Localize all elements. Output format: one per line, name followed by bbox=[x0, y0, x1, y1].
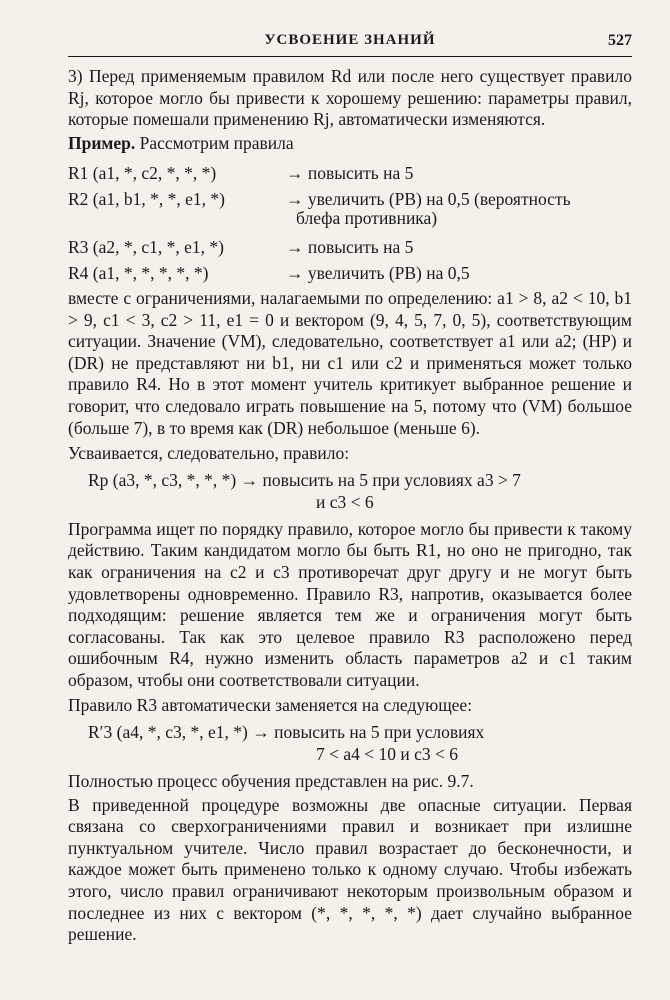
paragraph-1: 3) Перед применяемым правилом Rd или после него существует правило Rj, которое могло бы привести к хорошему решению: параметры правил, которые помешали применению Rj, автоматически изменяются. bbox=[68, 66, 632, 130]
paragraph-3: Усваивается, следовательно, правило: bbox=[68, 443, 350, 464]
formula-r3-prime: R′3 (a4, *, c3, *, e1, *) → повысить на 5 при условиях bbox=[88, 722, 485, 743]
rule-r2-lhs: R2 (a1, b1, *, *, e1, *) bbox=[68, 189, 225, 210]
formula-rp-continuation: и c3 < 6 bbox=[316, 491, 374, 512]
paragraph-4: Программа ищет по порядку правило, которое могло бы привести к такому действию. Таким кандидатом могло бы быть R1, но оно не пригодно, так как ограничения на c2 и c3 противоречат друг другу и не могут быть удовлетворены одновременно. Правило R3, напротив, оказывается более подходящим: решение является тем же и ограничения могут быть согласованы. Так как это целевое правило R3 расположено перед ошибочным R4, нужно изменить область параметров a2 и c1 таким образом, чтобы они соответствовали ситуации. bbox=[68, 518, 632, 690]
rule-r4 bbox=[68, 260, 632, 286]
rule-r4-rhs: → увеличить (РВ) на 0,5 bbox=[286, 262, 470, 283]
page-body bbox=[68, 66, 632, 946]
rule-r3 bbox=[68, 234, 632, 260]
paragraph-7: В приведенной процедуре возможны две опасные ситуации. Первая связана со сверхограничениями правил и возникает при излишне пунктуальном учителе. Число правил возрастает до бесконечности, и каждое может быть применено только к одному случаю. Чтобы избежать этого, число правил ограничивают некоторым произвольным образом и последнее из них с вектором (*, *, *, *, *) дает случайно выбранное решение. bbox=[68, 794, 632, 945]
rule-r2 bbox=[68, 186, 632, 212]
example-label: Пример. bbox=[68, 132, 136, 153]
running-title: УСВОЕНИЕ ЗНАНИЙ bbox=[264, 32, 436, 48]
rule-r3-rhs: → повысить на 5 bbox=[286, 236, 414, 257]
example-text: Рассмотрим правила bbox=[135, 132, 294, 153]
rule-r2-continuation: блефа противника) bbox=[296, 208, 438, 229]
page-number: 527 bbox=[608, 32, 632, 49]
rule-r4-lhs: R4 (a1, *, *, *, *, *) bbox=[68, 262, 209, 283]
example-line bbox=[68, 133, 632, 155]
rule-r1-lhs: R1 (a1, *, c2, *, *, *) bbox=[68, 163, 217, 184]
paragraph-6: Полностью процесс обучения представлен на рис. 9.7. bbox=[68, 771, 474, 792]
rule-r2-rhs: → увеличить (РВ) на 0,5 (вероятность bbox=[286, 189, 571, 210]
formula-r3-prime-continuation: 7 < a4 < 10 и c3 < 6 bbox=[316, 744, 459, 765]
page-header bbox=[68, 26, 632, 57]
formula-rp: Rp (a3, *, c3, *, *, *) → повысить на 5 при условиях a3 > 7 bbox=[88, 469, 521, 490]
rule-r1 bbox=[68, 160, 632, 186]
rules-block bbox=[68, 160, 632, 286]
rule-r3-lhs: R3 (a2, *, c1, *, e1, *) bbox=[68, 236, 225, 257]
rule-r1-rhs: → повысить на 5 bbox=[286, 163, 414, 184]
paragraph-5: Правило R3 автоматически заменяется на следующее: bbox=[68, 695, 473, 716]
paragraph-2: вместе с ограничениями, налагаемыми по определению: a1 > 8, a2 < 10, b1 > 9, c1 < 3, c2 > 11, e1 = 0 и вектором (9, 4, 5, 7, 0, 5), соответствующим ситуации. Значение (VM), следовательно, соответствует a1 или a2; (HP) и (DR) не представляют ни b1, ни c1 или c2 и применяться может только правило R4. Но в этот момент учитель критикует выбранное решение и говорит, что следовало играть повышение на 5, потому что (VM) большое (больше 7), в то время как (DR) небольшое (меньше 6). bbox=[68, 287, 632, 438]
